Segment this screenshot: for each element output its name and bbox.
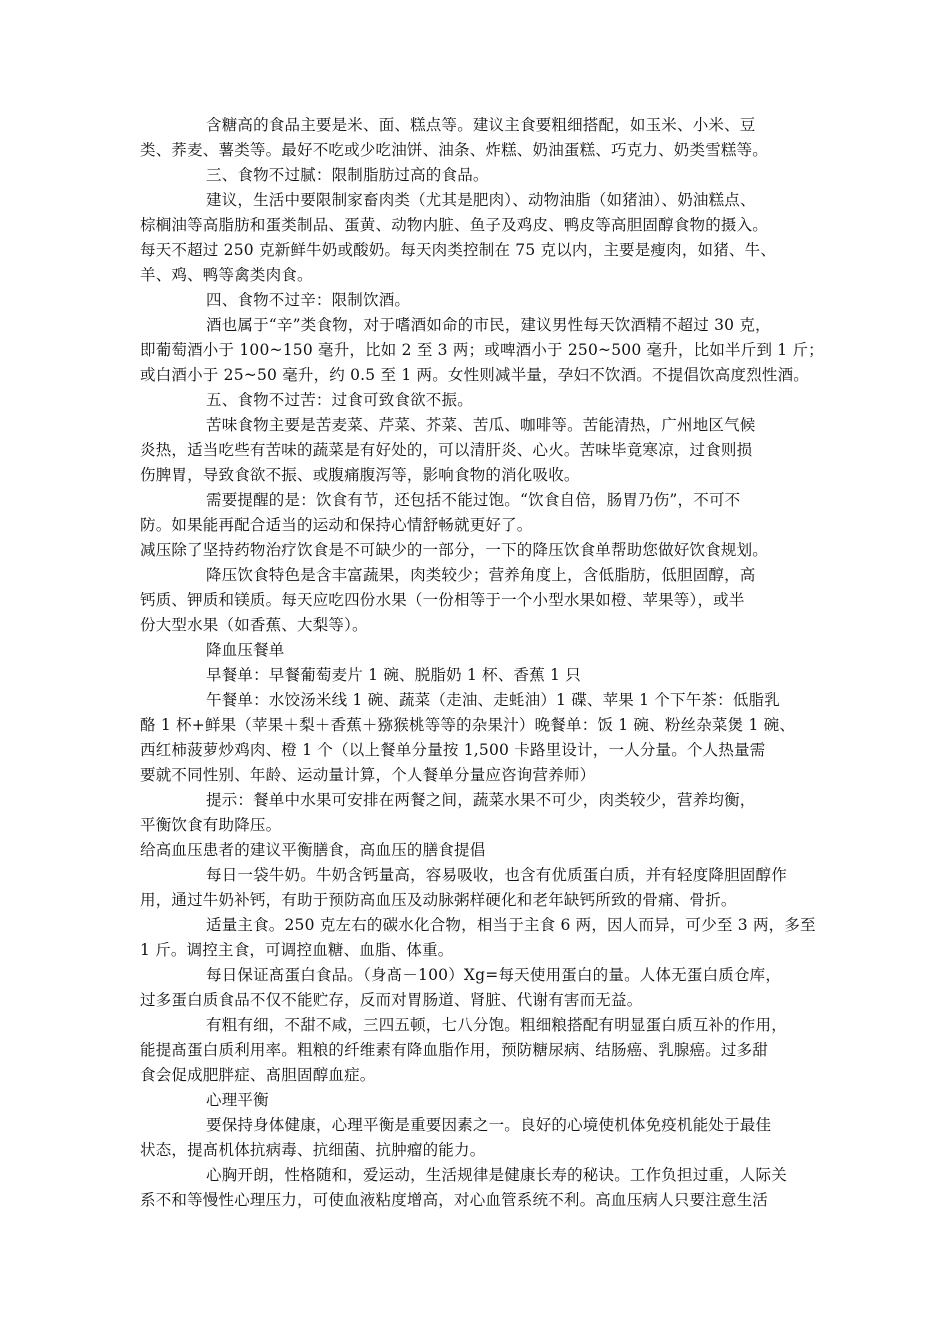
text-line: 钙质、钾质和镁质。每天应吃四份水果（一份相等于一个小型水果如橙、苹果等），或半	[140, 591, 745, 609]
text-line: 早餐单：早餐葡萄麦片 1 碗、脱脂奶 1 杯、香蕉 1 只	[206, 666, 581, 684]
text-line: 建议，生活中要限制家畜肉类（尤其是肥肉）、动物油脂（如猪油）、奶油糕点、	[206, 191, 756, 209]
text-line: 类、荞麦、薯类等。最好不吃或少吃油饼、油条、炸糕、奶油蛋糕、巧克力、奶类雪糕等。	[140, 141, 769, 159]
text-line: 用，通过牛奶补钙，有助于预防高血压及动脉粥样硬化和老年缺钙所致的骨痛、骨折。	[140, 891, 737, 909]
text-line: 有粗有细，不甜不咸，三四五顿，七八分饱。粗细粮搭配有明显蛋白质互补的作用，	[206, 1016, 787, 1034]
text-line: 要就不同性别、年龄、运动量计算，个人餐单分量应咨询营养师）	[140, 766, 596, 784]
text-line: 1 斤。调控主食，可调控血糖、血脂、体重。	[140, 941, 454, 959]
text-line: 含糖高的食品主要是米、面、糕点等。建议主食要粗细搭配，如玉米、小米、豆	[206, 116, 756, 134]
section-heading: 三、食物不过腻：限制脂肪过高的食品。	[206, 166, 489, 184]
text-line: 心胸开朗，性格随和，爱运动，生活规律是健康长寿的秘诀。工作负担过重，人际关	[206, 1166, 787, 1184]
text-line: 酪 1 杯+鲜果（苹果＋梨＋香蕉＋猕猴桃等等的杂果汁）晚餐单：饭 1 碗、粉丝杂菜煲 1 碗、	[140, 716, 796, 734]
text-line: 过多蛋白质食品不仅不能贮存，反而对胃肠道、肾脏、代谢有害而无益。	[140, 991, 643, 1009]
text-line: 每天不超过 250 克新鲜牛奶或酸奶。每天肉类控制在 75 克以内，主要是瘦肉，如猪、牛、	[140, 241, 777, 259]
section-heading: 四、食物不过辛：限制饮酒。	[206, 291, 411, 309]
text-line: 平衡饮食有助降压。	[140, 816, 282, 834]
text-line: 羊、鸡、鸭等禽类肉食。	[140, 266, 313, 284]
text-line: 提示：餐单中水果可安排在两餐之间，蔬菜水果不可少，肉类较少，营养均衡，	[206, 791, 756, 809]
text-line: 酒也属于“辛”类食物，对于嗜酒如命的市民，建议男性每天饮酒精不超过 30 克，	[206, 316, 771, 334]
section-heading: 心理平衡	[206, 1091, 269, 1109]
text-line: 能提髙蛋白质利用率。粗粮的纤维素有降血脂作用，预防糖尿病、结肠癌、乳腺癌。过多甜	[140, 1041, 769, 1059]
text-line: 适量主食。250 克左右的碳水化合物，相当于主食 6 两，因人而异，可少至 3 两，多至	[206, 916, 816, 934]
section-heading: 五、食物不过苦：过食可致食欲不振。	[206, 391, 473, 409]
text-line: 系不和等慢性心理压力，可使血液粘度增高，对心血管系统不利。高血压病人只要注意生活	[140, 1191, 769, 1209]
text-line: 即葡萄酒小于 100~150 毫升，比如 2 至 3 两；或啤酒小于 250~500 毫升，比如半斤到 1 斤；	[140, 341, 824, 359]
text-line: 每日保证髙蛋白食品。（身髙－100）Xg=每天使用蛋白的量。人体无蛋白质仓库，	[206, 966, 782, 984]
text-line: 状态，提髙机体抗病毒、抗细菌、抗肿瘤的能力。	[140, 1141, 486, 1159]
text-line: 防。如果能再配合适当的运动和保持心情舒畅就更好了。	[140, 516, 533, 534]
text-line: 每日一袋牛奶。牛奶含钙量高，容易吸收，也含有优质蛋白质，并有轻度降胆固醇作	[206, 866, 787, 884]
text-line: 食会促成肥胖症、髙胆固醇血症。	[140, 1066, 376, 1084]
text-line: 降压饮食特色是含丰富蔬果，肉类较少；营养角度上，含低脂肪，低胆固醇，高	[206, 566, 756, 584]
text-line: 给高血压患者的建议平衡膳食，高血压的膳食提倡	[140, 841, 486, 859]
text-line: 份大型水果（如香蕉、大梨等）。	[140, 616, 368, 634]
text-line: 要保持身体健康，心理平衡是重要因素之一。良好的心境使机体免疫机能处于最佳	[206, 1116, 772, 1134]
text-line: 减压除了坚持药物治疗饮食是不可缺少的一部分，一下的降压饮食单帮助您做好饮食规划。	[140, 541, 769, 559]
text-line: 伤脾胃，导致食欲不振、或腹痛腹泻等，影响食物的消化吸收。	[140, 466, 580, 484]
text-line: 午餐单：水饺汤米线 1 碗、蔬菜（走油、走蚝油）1 碟、苹果 1 个下午茶：低脂乳	[206, 691, 780, 709]
text-line: 苦味食物主要是苦麦菜、芹菜、芥菜、苦瓜、咖啡等。苦能清热，广州地区气候	[206, 416, 756, 434]
text-line: 需要提醒的是：饮食有节，还包括不能过饱。“饮食自倍，肠胃乃伤”，不可不	[206, 491, 741, 509]
text-line: 或白酒小于 25~50 毫升，约 0.5 至 1 两。女性则减半量，孕妇不饮酒。不提倡饮高度烈性酒。	[140, 366, 810, 384]
text-line: 炎热，适当吃些有苦味的蔬菜是有好处的，可以清肝炎、心火。苦味毕竟寒凉，过食则损	[140, 441, 753, 459]
text-line: 西红柿菠萝炒鸡肉、橙 1 个（以上餐单分量按 1,500 卡路里设计，一人分量。个人热量需	[140, 741, 766, 759]
text-line: 棕榈油等高脂肪和蛋类制品、蛋黄、动物内脏、鱼子及鸡皮、鸭皮等高胆固醇食物的摄入。	[140, 216, 769, 234]
section-heading: 降血压餐单	[206, 641, 285, 659]
